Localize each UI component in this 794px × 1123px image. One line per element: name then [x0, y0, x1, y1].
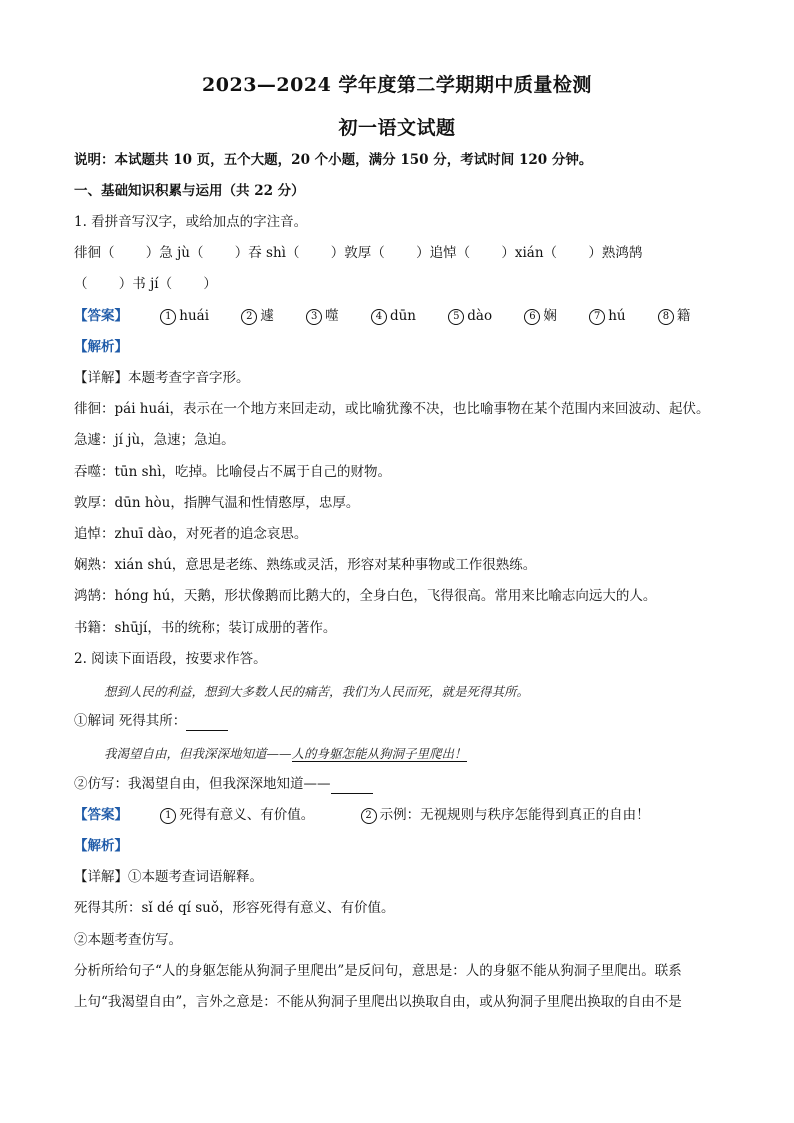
- q1-answer-row: [74, 306, 724, 326]
- answer-item: 遽: [260, 308, 274, 324]
- explanation-item: 鸿鹄：hóng hú，天鹅，形状像鹅而比鹅大的，全身白色，飞得很高。常用来比喻志向远大的人。: [74, 588, 657, 604]
- detail-tag: 【详解】: [74, 869, 128, 885]
- underlined-sentence: 人的身躯怎能从狗洞子里爬出！: [291, 746, 467, 761]
- detail-row: [74, 368, 724, 388]
- page-title: 2023—2024 学年度第二学期期中质量检测: [202, 74, 592, 96]
- section-title: 一、基础知识积累与运用（共 22 分）: [74, 183, 305, 199]
- answer-number: 1: [160, 309, 176, 325]
- detail-line: ②本题考查仿写。: [74, 932, 182, 948]
- answer-number: 2: [241, 309, 257, 325]
- explanation-item: 急遽：jí jù，急速；急迫。: [74, 432, 235, 448]
- answer-number: 1: [160, 808, 176, 824]
- answer-number: 7: [589, 309, 605, 325]
- detail-line: 上句“我渴望自由”，言外之意是：不能从狗洞子里爬出以换取自由，或从狗洞子里爬出换取的自由不是: [74, 994, 682, 1010]
- q2-quote-2: 我渴望自由，但我深深地知道——人的身躯怎能从狗洞子里爬出！: [104, 746, 467, 761]
- answer-blank: [331, 779, 373, 794]
- answer-item: 示例：无视规则与秩序怎能得到真正的自由！: [379, 807, 650, 823]
- explanation-item: 吞噬：tūn shì，吃掉。比喻侵占不属于自己的财物。: [74, 464, 392, 480]
- q2-quote-1: 想到人民的利益，想到大多数人民的痛苦，我们为人民而死，就是死得其所。: [104, 684, 530, 699]
- answer-number: 6: [524, 309, 540, 325]
- answer-number: 2: [361, 808, 377, 824]
- answer-tag: 【答案】: [74, 308, 128, 324]
- answer-item: 死得有意义、有价值。: [179, 807, 315, 823]
- answer-item: dūn: [389, 308, 416, 324]
- detail-line: 分析所给句子“人的身躯怎能从狗洞子里爬出”是反问句，意思是：人的身躯不能从狗洞子里爬出。联系: [74, 963, 682, 979]
- explanation-item: 敦厚：dūn hòu，指脾气温和性情憨厚，忠厚。: [74, 495, 360, 511]
- answer-item: 噬: [325, 308, 339, 324]
- answer-number: 8: [658, 309, 674, 325]
- detail-line: 死得其所：sǐ dé qí suǒ，形容死得有意义、有价值。: [74, 900, 395, 916]
- answer-blank: [186, 716, 228, 731]
- explanation-item: 娴熟：xián shú，意思是老练、熟练或灵活，形容对某种事物或工作很熟练。: [74, 557, 537, 573]
- q1-prompt: 1. 看拼音写汉字，或给加点的字注音。: [74, 214, 308, 230]
- answer-item: dào: [467, 308, 493, 324]
- q2-answer-row: [74, 805, 724, 825]
- answer-number: 4: [371, 309, 387, 325]
- answer-item: hú: [608, 308, 626, 324]
- answer-item: 娴: [543, 308, 557, 324]
- answer-item: huái: [179, 308, 210, 324]
- q1-line-1: 徘徊（ ）急 jù（ ）吞 shì（ ）敦厚（ ）追悼（ ）xián（ ）熟鸿鹄: [74, 245, 643, 261]
- answer-item: 籍: [676, 308, 691, 324]
- explanation-item: 徘徊：pái huái，表示在一个地方来回走动，或比喻犹豫不决，也比喻事物在某个范围内来回波动、起伏。: [74, 401, 710, 417]
- answer-number: 3: [306, 309, 322, 325]
- exam-note: 说明：本试题共 10 页，五个大题，20 个小题，满分 150 分，考试时间 120 分钟。: [74, 152, 593, 168]
- detail-row: 【详解】①本题考查词语解释。: [74, 869, 263, 885]
- analysis-tag: 【解析】: [74, 339, 128, 355]
- detail-intro: 本题考查字音字形。: [128, 370, 250, 386]
- answer-tag: 【答案】: [74, 807, 128, 823]
- q1-line-2: （ ）书 jí（ ）: [74, 276, 217, 292]
- analysis-tag: 【解析】: [74, 838, 128, 854]
- answer-number: 5: [448, 309, 464, 325]
- q2-prompt: 2. 阅读下面语段，按要求作答。: [74, 651, 267, 667]
- q2-sub-2: ②仿写：我渴望自由，但我深深地知道——: [74, 774, 724, 794]
- detail-tag: 【详解】: [74, 370, 128, 386]
- q2-sub-1: ①解词 死得其所：: [74, 711, 724, 731]
- explanation-item: 书籍：shūjí，书的统称；装订成册的著作。: [74, 620, 337, 636]
- page-subtitle: 初一语文试题: [338, 117, 456, 139]
- explanation-item: 追悼：zhuī dào，对死者的追念哀思。: [74, 526, 308, 542]
